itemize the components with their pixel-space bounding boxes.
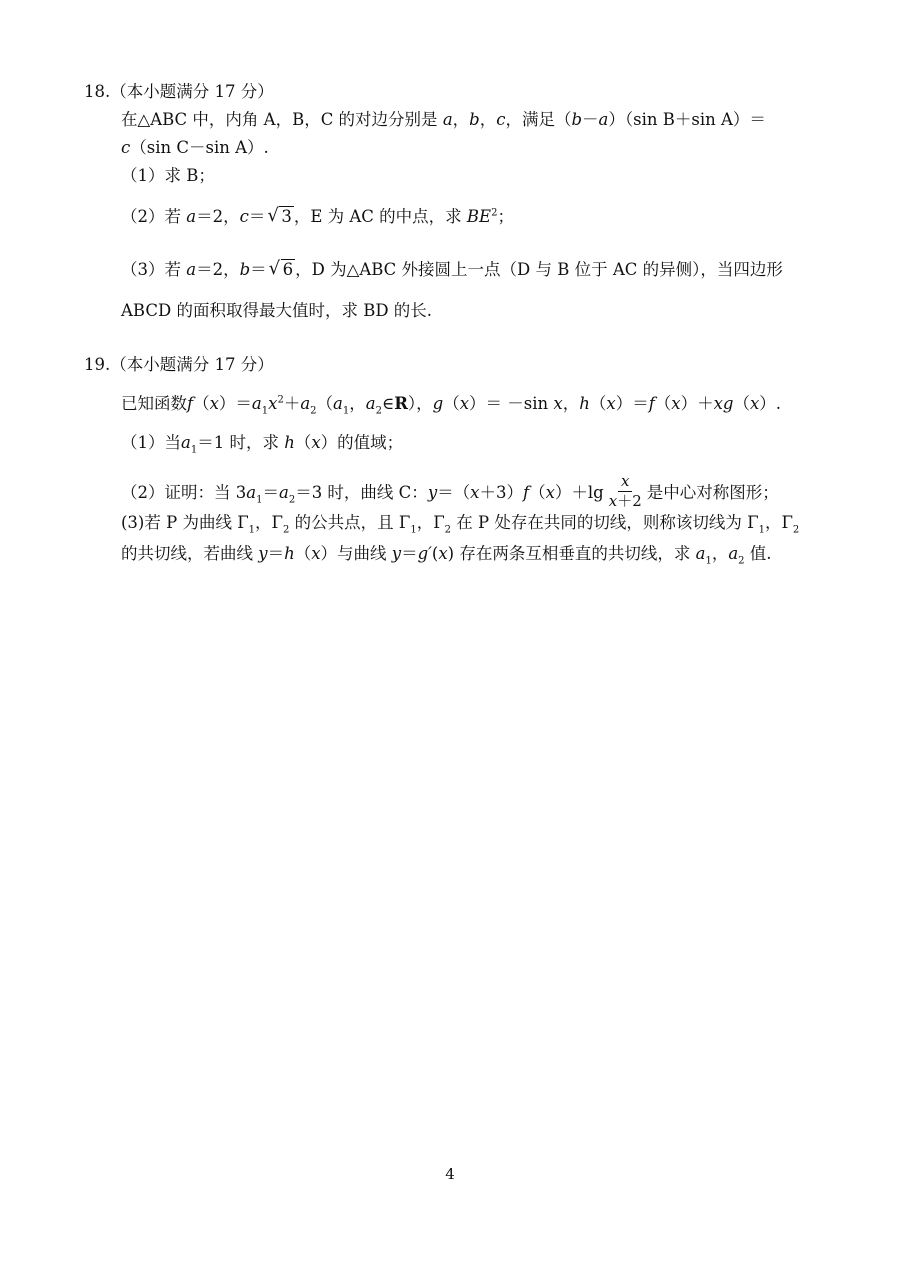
- q19-part2: （2）证明：当 $3a_1=a_2=3$ 时，曲线 C：y＝（x＋3）f（x）＋lg $\frac{x}{x+2}$ 是中心对称图形；: [121, 472, 779, 510]
- sqrt-3: √ 3: [267, 209, 294, 226]
- q18-stem-line1: 在△ABC 中，内角 A，B，C 的对边分别是 a，b，c，满足（b－a）（sin B＋sin A）＝: [121, 110, 766, 129]
- q18-part1: （1）求 B；: [121, 166, 215, 185]
- sqrt-6: √ 6: [269, 262, 296, 279]
- page-number: 4: [445, 1165, 455, 1183]
- q19-number: 19.: [84, 355, 111, 374]
- q19-header: [84, 357, 274, 374]
- q19-part3-line1: (3)若 P 为曲线 $\Gamma_1$，$\Gamma_2$ 的公共点，且 $\Gamma_1$，$\Gamma_2$ 在 P 处存在共同的切线，则称该切线为 $\Gamma_1$，$\Gamma_2$: [121, 513, 800, 536]
- q19-part3-line2: 的共切线，若曲线 y＝h（x）与曲线 y＝g′(x) 存在两条互相垂直的共切线，求 $a_1$，$a_2$ 值.: [121, 544, 772, 567]
- q18-part3-line2: ABCD 的面积取得最大值时，求 BD 的长.: [121, 301, 433, 320]
- q18-score: （本小题满分 17 分）: [110, 82, 274, 101]
- q19-part1: （1）当$a_1=1$ 时，求 h（x）的值域；: [121, 433, 404, 456]
- fraction-x-over-x-plus-2: $\frac{x}{x+2}$: [608, 472, 642, 510]
- q19-stem: 已知函数$f(x)=a_1x^2+a_2(a_1$，$a_2\in R$），g（x）＝ －sin x，h（x）＝f（x）＋xg（x）.: [121, 394, 782, 417]
- q18-part3-line1: （3）若 a＝2，b＝√ 6 ，D 为△ABC 外接圆上一点（D 与 B 位于 AC 的异侧），当四边形: [121, 262, 783, 279]
- q18-stem-line2: c（sin C－sin A）.: [121, 138, 269, 157]
- q18-header: [84, 84, 274, 101]
- q19-score: （本小题满分 17 分）: [110, 355, 274, 374]
- q18-number: 18.: [84, 82, 111, 101]
- q18-part2: （2）若 a＝2，c＝√ 3 ，E 为 AC 的中点，求 $BE^2$；: [121, 209, 514, 226]
